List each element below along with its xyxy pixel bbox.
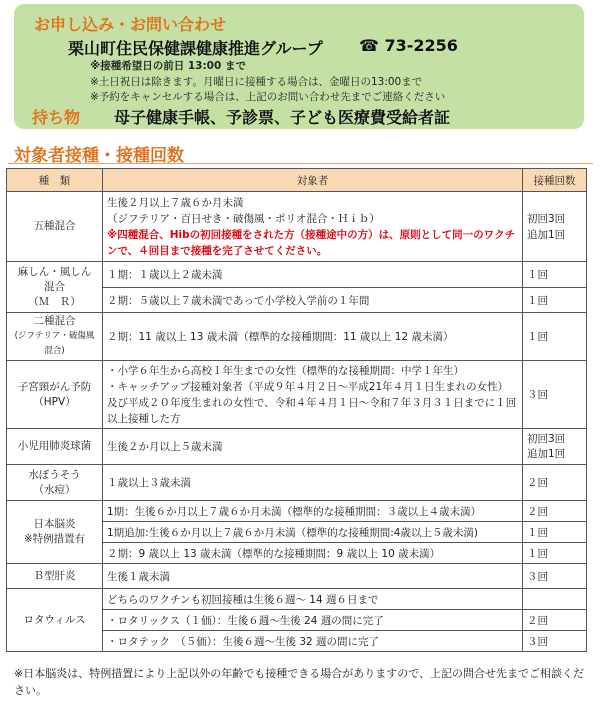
count-cell: １回 [523, 522, 587, 543]
target-line: （ジフテリア・百日せき・破傷風・ポリオ混合・Ｈｉｂ） [107, 212, 380, 225]
rota-intro: どちらのワクチンも初回接種は生後６週～ 14 週６日まで [103, 589, 523, 610]
table-row [7, 501, 587, 522]
table-row [7, 429, 587, 465]
target-cell: １期：１歳以上２歳未満 [103, 262, 523, 288]
vaccine-type [7, 501, 103, 564]
type-line: （HPV） [33, 395, 76, 408]
type-line: 水ぼうそう [28, 468, 81, 481]
header-target: 対象者 [103, 169, 523, 192]
type-line: 麻しん・風しん [17, 265, 92, 278]
count-cell: １回 [523, 313, 587, 361]
target-cell: 生後２か月以上５歳未満 [103, 429, 523, 465]
count-cell: ２回 [523, 501, 587, 522]
items-list: 母子健康手帳、予診票、子ども医療費受給者証 [114, 108, 451, 127]
vaccine-type [7, 361, 103, 429]
type-line: 子宮頸がん予防 [17, 380, 92, 393]
vaccine-type: ロタウィルス [7, 589, 103, 652]
table-row [7, 262, 587, 288]
table-row [7, 361, 587, 429]
type-line: 二種混合 [33, 315, 76, 327]
section-title: 対象者接種・接種回数 [14, 146, 184, 166]
target-cell [103, 361, 523, 429]
warning-text: ※四種混合、Hibの初回接種をされた方（接種途中の方）は、原則として同一のワクチンで、４回目まで接種を完了させてください。 [107, 228, 516, 257]
target-cell: ・ロタテック （５価）：生後６週～生後 32 週の間に完了 [103, 631, 523, 652]
count-cell: ２回 [523, 610, 587, 631]
vaccination-table [6, 168, 587, 652]
items-label: 持ち物 [32, 108, 81, 127]
header-type: 種 類 [7, 169, 103, 192]
organization-name: 栗山町住民保健課健康推進グループ [68, 39, 323, 58]
cancel-note: ※予約をキャンセルする場合は、上記のお問い合わせ先までご連絡ください [90, 91, 446, 103]
type-line: ※特例措置有 [23, 533, 86, 545]
target-cell: ２期：５歳以上７歳未満であって小学校入学前の１年間 [103, 288, 523, 313]
count-line: 追加1回 [527, 228, 566, 241]
table-row [7, 313, 587, 361]
type-sub: (ジフテリア・破傷風混合) [14, 331, 95, 356]
target-cell [103, 192, 523, 262]
type-line: （水痘） [33, 483, 76, 496]
vaccine-type [7, 262, 103, 313]
target-line: ・小学６年生から高校１年生までの女性（標準的な接種期間：中学１年生） [107, 364, 464, 377]
count-cell: １回 [523, 543, 587, 564]
section-divider [8, 163, 593, 164]
target-cell: １歳以上３歳未満 [103, 465, 523, 501]
count-cell [523, 192, 587, 262]
holiday-note: ※土日祝日は除きます。月曜日に接種する場合は、金曜日の13:00まで [90, 76, 423, 88]
table-row [7, 564, 587, 589]
target-cell: ２期：9 歳以上 13 歳未満（標準的な接種期間：9 歳以上 10 歳未満） [103, 543, 523, 564]
table-header-row [7, 169, 587, 192]
vaccine-type [7, 465, 103, 501]
count-cell: ３回 [523, 564, 587, 589]
target-cell: 1期：生後６か月以上７歳６か月未満（標準的な接種期間：３歳以上４歳未満） [103, 501, 523, 522]
deadline-note: ※接種希望日の前日 13:00 まで [90, 60, 246, 72]
target-cell: ・ロタリックス（１価）：生後６週～生後 24 週の間に完了 [103, 610, 523, 631]
count-line: 初回3回 [527, 432, 566, 445]
table-row [7, 465, 587, 501]
vaccine-type: 小児用肺炎球菌 [7, 429, 103, 465]
table-row [7, 192, 587, 262]
target-line: 生後２月以上７歳６か月未満 [107, 196, 244, 209]
contact-panel [14, 4, 584, 129]
count-cell: ３回 [523, 361, 587, 429]
type-line: （Ｍ Ｒ） [28, 295, 81, 308]
target-line: ・キャッチアップ接種対象者（平成９年４月２日～平成21年４月１日生まれの女性）及び平成２０年度生まれの女性で、令和４年４月１日～令和７年３月３１日までに１回以上接種した方 [107, 380, 517, 425]
phone-number: ☎ 73-2256 [359, 36, 458, 55]
count-cell [523, 429, 587, 465]
vaccine-type [7, 313, 103, 361]
count-cell: １回 [523, 262, 587, 288]
count-cell: １回 [523, 288, 587, 313]
vaccine-type: Ｂ型肝炎 [7, 564, 103, 589]
target-cell: ２期：11 歳以上 13 歳未満（標準的な接種期間：11 歳以上 12 歳未満） [103, 313, 523, 361]
type-line: 日本脳炎 [33, 518, 76, 530]
count-cell: ３回 [523, 631, 587, 652]
target-cell: 1期追加:生後６か月以上７歳６か月未満（標準的な接種期間:4歳以上５歳未満) [103, 522, 523, 543]
header-count: 接種回数 [523, 169, 587, 192]
count-cell: ２回 [523, 465, 587, 501]
count-cell [523, 589, 587, 610]
vaccine-type: 五種混合 [7, 192, 103, 262]
table-row [7, 589, 587, 610]
contact-title: お申し込み・お問い合わせ [34, 15, 227, 34]
type-line: 混合 [44, 280, 65, 293]
count-line: 追加1回 [527, 447, 566, 460]
count-line: 初回3回 [527, 212, 566, 225]
footnote: ※日本脳炎は、特例措置により上記以外の年齢でも接種できる場合がありますので、上記の問合せ先までご相談ください。 [14, 667, 584, 697]
target-cell: 生後１歳未満 [103, 564, 523, 589]
